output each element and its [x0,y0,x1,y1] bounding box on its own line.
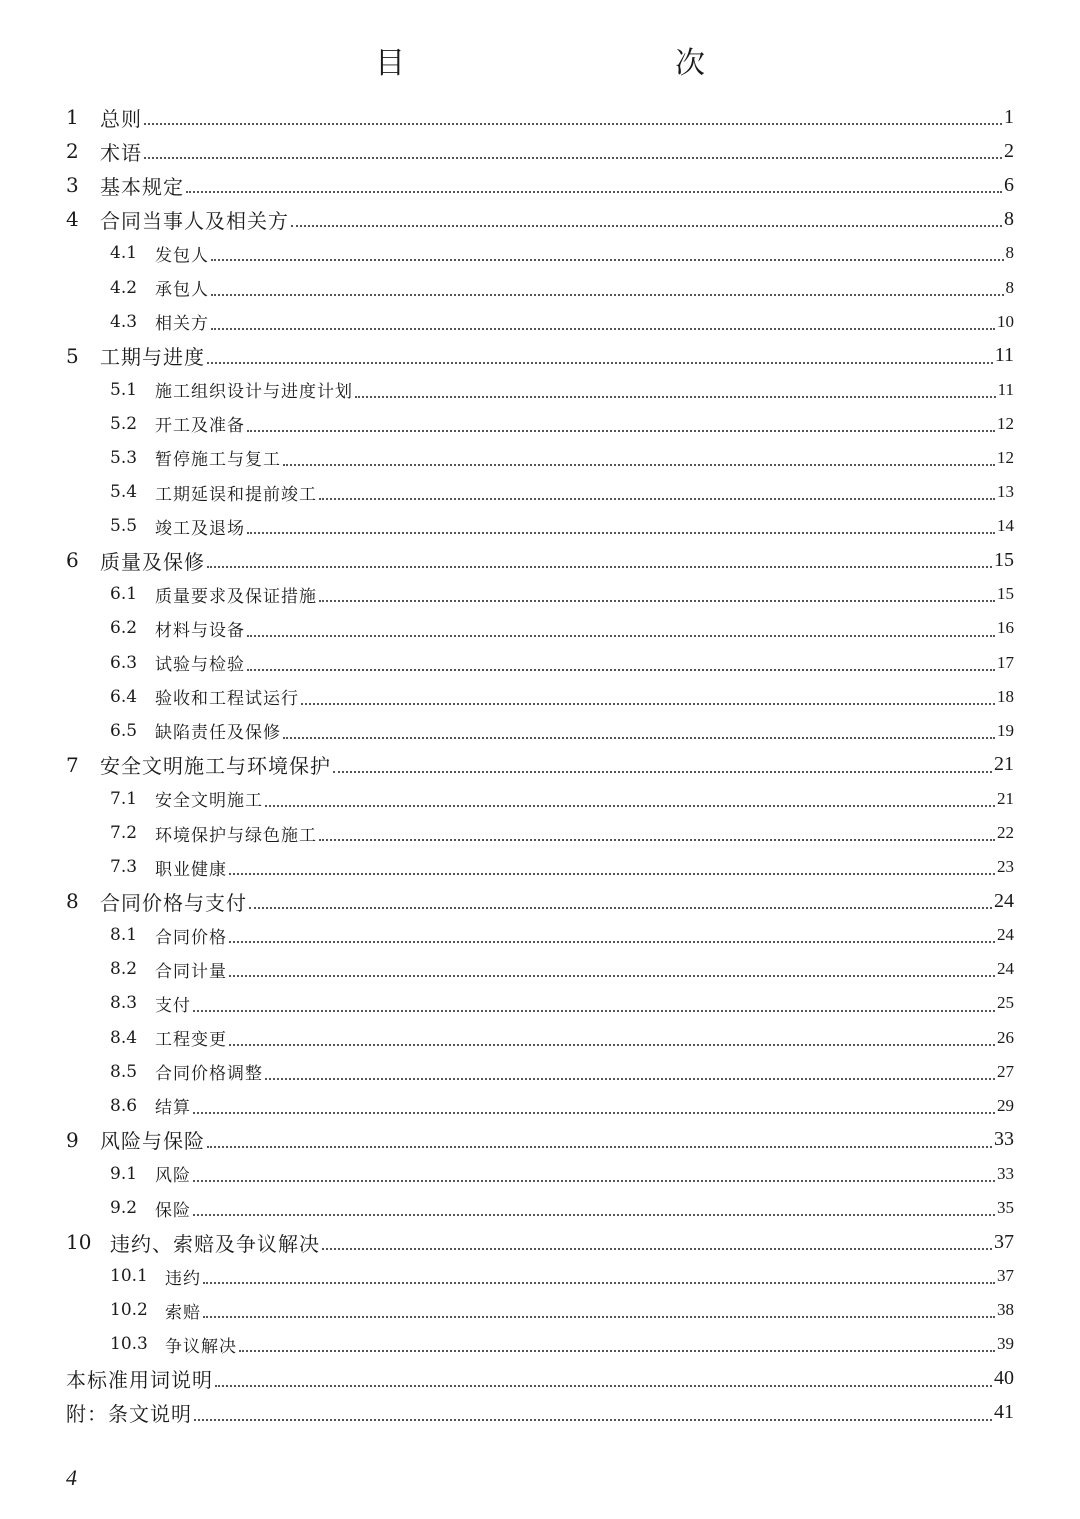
dot-leader [283,463,995,466]
toc-entry-label: 合同价格 [155,927,227,948]
toc-entry-number: 5.3 [110,447,138,468]
toc-entry-label: 暂停施工与复工 [155,450,281,471]
toc-entry[interactable] [0,918,1080,952]
toc-entry[interactable] [0,202,1080,236]
toc-entry-page: 19 [997,720,1014,740]
toc-entry[interactable] [0,1191,1080,1225]
dot-leader [319,599,995,602]
toc-entry[interactable] [0,1157,1080,1191]
toc-entry-label: 争议解决 [165,1336,237,1357]
toc-entry-number: 7.1 [110,788,138,809]
toc-entry-page: 2 [1004,139,1014,162]
toc-entry-number: 4 [66,207,79,232]
dot-leader [193,1111,995,1114]
toc-entry-label: 合同价格调整 [155,1064,263,1085]
dot-leader [193,1179,995,1182]
toc-entry-label: 术语 [100,140,142,165]
toc-entry-page: 16 [997,618,1014,638]
toc-entry-label: 风险 [155,1166,191,1187]
toc-entry-page: 27 [997,1061,1014,1081]
toc-entry-label: 风险与保险 [100,1129,205,1154]
toc-entry[interactable] [0,270,1080,304]
page-number: 4 [66,1465,77,1490]
toc-entry[interactable] [0,646,1080,680]
dot-leader [301,702,995,705]
dot-leader [229,1043,995,1046]
dot-leader [247,531,995,534]
toc-entry-page: 21 [997,788,1014,808]
toc-entry-number: 9.2 [110,1198,138,1219]
toc-entry-label: 承包人 [155,280,209,301]
dot-leader [355,395,996,398]
toc-entry-page: 23 [997,857,1014,877]
dot-leader [291,224,1002,227]
toc-entry-page: 35 [997,1198,1014,1218]
toc-entry-label: 发包人 [155,245,209,266]
dot-leader [203,1281,995,1284]
toc-entry-label: 保险 [155,1200,191,1221]
dot-leader [211,327,995,330]
toc-entry-label: 基本规定 [100,174,184,199]
toc-entry[interactable] [0,1123,1080,1157]
toc-entry-page: 25 [997,993,1014,1013]
toc-entry[interactable] [0,782,1080,816]
toc-entry-number: 10.3 [110,1334,148,1355]
toc-entry-number: 2 [66,139,79,164]
dot-leader [265,1077,995,1080]
dot-leader [265,804,995,807]
toc-entry-number: 6.5 [110,720,138,741]
toc-entry-number: 8.2 [110,959,138,980]
toc-entry-page: 24 [994,889,1014,912]
toc-entry-number: 4.1 [110,243,138,264]
toc-entry-number: 1 [66,105,79,130]
toc-entry-label: 违约 [165,1268,201,1289]
toc-entry[interactable] [0,1259,1080,1293]
toc-entry-page: 15 [994,548,1014,571]
toc-entry-label: 开工及准备 [155,416,245,437]
toc-entry[interactable] [0,1396,1080,1430]
toc-entry-page: 40 [994,1367,1014,1390]
toc-entry-label: 验收和工程试运行 [155,689,299,710]
toc-entry[interactable] [0,236,1080,270]
toc-entry[interactable] [0,1327,1080,1361]
page-title: 目 次 [375,46,775,81]
toc-entry-number: 6 [66,548,79,573]
toc-entry-number: 5.5 [110,516,138,537]
dot-leader [203,1315,995,1318]
toc-entry-number: 10.2 [110,1300,148,1321]
toc-entry-number: 5.1 [110,379,138,400]
toc-entry-number: 9 [66,1127,79,1152]
toc-entry-label: 附：条文说明 [66,1402,192,1427]
toc-entry-number: 4.3 [110,311,138,332]
toc-entry-page: 21 [994,753,1014,776]
dot-leader [239,1349,995,1352]
toc-entry-number: 5.2 [110,413,138,434]
toc-entry-page: 22 [997,823,1014,843]
toc-entry[interactable] [0,884,1080,918]
toc-entry-number: 4.2 [110,277,138,298]
dot-leader [144,122,1002,125]
toc-entry-label: 缺陷责任及保修 [155,723,281,744]
toc-entry-page: 8 [1004,207,1014,230]
toc-entry-label: 结算 [155,1098,191,1119]
toc-entry-number: 9.1 [110,1163,138,1184]
toc-entry-page: 33 [997,1163,1014,1183]
toc-entry[interactable] [0,611,1080,645]
toc-entry-label: 合同当事人及相关方 [100,208,289,233]
toc-entry-label: 试验与检验 [155,655,245,676]
toc-entry-page: 14 [997,516,1014,536]
toc-entry-page: 11 [997,379,1014,399]
dot-leader [144,156,1002,159]
toc-entry[interactable] [0,543,1080,577]
toc-entry[interactable] [0,1361,1080,1395]
toc-entry-label: 支付 [155,995,191,1016]
toc-entry-page: 24 [997,925,1014,945]
toc-entry-page: 11 [994,344,1014,367]
dot-leader [193,1213,995,1216]
dot-leader [194,1418,992,1421]
toc-entry-label: 质量要求及保证措施 [155,586,317,607]
dot-leader [247,668,995,671]
toc-entry-page: 1 [1004,105,1014,128]
toc-entry[interactable] [0,850,1080,884]
dot-leader [207,1145,992,1148]
toc-entry-number: 7.2 [110,823,138,844]
dot-leader [247,429,995,432]
toc-entry-page: 15 [997,584,1014,604]
toc-entry-number: 8.6 [110,1095,138,1116]
toc-entry-label: 本标准用词说明 [66,1368,213,1393]
dot-leader [333,770,992,773]
toc-entry-number: 8.5 [110,1061,138,1082]
toc-entry-label: 总则 [100,106,142,131]
dot-leader [247,634,995,637]
toc-entry-number: 7.3 [110,857,138,878]
toc-entry-number: 6.4 [110,686,138,707]
toc-entry-page: 38 [997,1300,1014,1320]
toc-entry-label: 工期延误和提前竣工 [155,484,317,505]
toc-entry-number: 6.1 [110,584,138,605]
toc-entry[interactable] [0,441,1080,475]
toc-entry-number: 8.4 [110,1027,138,1048]
toc-entry-number: 6.2 [110,618,138,639]
toc-entry[interactable] [0,986,1080,1020]
dot-leader [207,565,992,568]
toc-entry-label: 竣工及退场 [155,518,245,539]
toc-entry[interactable] [0,475,1080,509]
toc-entry[interactable] [0,407,1080,441]
toc-entry-number: 5 [66,343,79,368]
toc-entry-label: 合同价格与支付 [100,890,247,915]
dot-leader [249,906,992,909]
toc-entry-number: 10 [66,1230,92,1255]
toc-entry-page: 6 [1004,173,1014,196]
toc-entry-number: 3 [66,173,79,198]
toc-entry[interactable] [0,680,1080,714]
toc-entry[interactable] [0,134,1080,168]
dot-leader [322,1247,992,1250]
toc-entry[interactable] [0,1293,1080,1327]
table-of-contents [0,100,1080,1430]
toc-entry-page: 8 [1005,277,1014,297]
toc-entry[interactable] [0,509,1080,543]
toc-entry-label: 安全文明施工 [155,791,263,812]
toc-entry[interactable] [0,1225,1080,1259]
dot-leader [319,497,995,500]
toc-entry[interactable] [0,305,1080,339]
toc-entry-page: 26 [997,1027,1014,1047]
toc-entry[interactable] [0,748,1080,782]
toc-entry-number: 7 [66,752,79,777]
toc-entry-page: 39 [997,1334,1014,1354]
toc-entry[interactable] [0,1055,1080,1089]
toc-entry-number: 6.3 [110,652,138,673]
toc-entry-number: 8.1 [110,925,138,946]
dot-leader [211,258,1004,261]
toc-entry-page: 13 [997,482,1014,502]
toc-entry-label: 相关方 [155,314,209,335]
toc-entry-number: 5.4 [110,482,138,503]
toc-entry[interactable] [0,714,1080,748]
toc-entry-number: 8 [66,889,79,914]
dot-leader [186,190,1002,193]
toc-entry-number: 10.1 [110,1266,148,1287]
dot-leader [211,293,1004,296]
toc-entry-page: 24 [997,959,1014,979]
toc-entry-page: 12 [997,413,1014,433]
dot-leader [229,940,995,943]
dot-leader [193,1009,995,1012]
toc-entry-page: 41 [994,1401,1014,1424]
toc-entry[interactable] [0,577,1080,611]
toc-entry-page: 8 [1005,243,1014,263]
toc-entry-page: 17 [997,652,1014,672]
toc-entry-label: 安全文明施工与环境保护 [100,754,331,779]
toc-entry-label: 工程变更 [155,1030,227,1051]
toc-entry-label: 材料与设备 [155,620,245,641]
toc-entry-label: 职业健康 [155,859,227,880]
toc-entry[interactable] [0,952,1080,986]
toc-entry-label: 施工组织设计与进度计划 [155,382,353,403]
toc-entry-label: 环境保护与绿色施工 [155,825,317,846]
toc-entry[interactable] [0,816,1080,850]
toc-entry[interactable] [0,1021,1080,1055]
dot-leader [283,736,995,739]
toc-entry[interactable] [0,1089,1080,1123]
toc-entry-label: 质量及保修 [100,549,205,574]
toc-entry[interactable] [0,168,1080,202]
toc-entry[interactable] [0,100,1080,134]
toc-entry-label: 合同计量 [155,961,227,982]
toc-entry-label: 工期与进度 [100,345,205,370]
dot-leader [229,974,995,977]
toc-entry-page: 37 [997,1266,1014,1286]
toc-entry-label: 违约、索赔及争议解决 [110,1231,320,1256]
toc-entry-page: 37 [994,1230,1014,1253]
toc-entry[interactable] [0,373,1080,407]
toc-entry[interactable] [0,339,1080,373]
toc-entry-page: 12 [997,447,1014,467]
toc-entry-page: 10 [997,311,1014,331]
dot-leader [207,361,993,364]
dot-leader [229,872,995,875]
dot-leader [215,1384,992,1387]
toc-entry-page: 29 [997,1095,1014,1115]
dot-leader [319,838,995,841]
toc-entry-number: 8.3 [110,993,138,1014]
toc-entry-label: 索赔 [165,1302,201,1323]
toc-entry-page: 18 [997,686,1014,706]
toc-entry-page: 33 [994,1128,1014,1151]
